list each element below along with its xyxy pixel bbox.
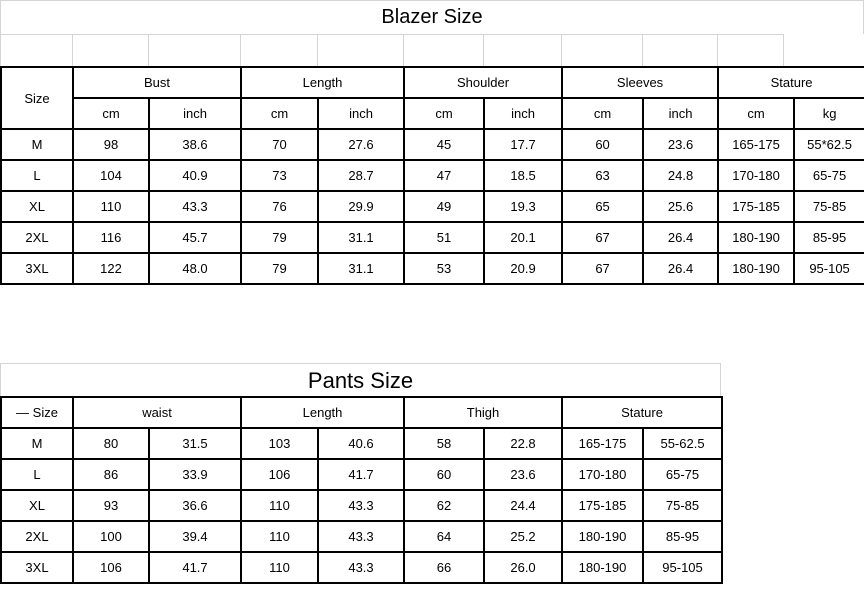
pants-size-cell: 2XL bbox=[1, 521, 73, 552]
pants-value-cell: 40.6 bbox=[318, 428, 404, 459]
blazer-value-cell: 19.3 bbox=[484, 191, 562, 222]
blazer-value-cell: 180-190 bbox=[718, 222, 794, 253]
pants-table-row bbox=[1, 521, 722, 552]
pants-size-cell: L bbox=[1, 459, 73, 490]
pants-size-cell: XL bbox=[1, 490, 73, 521]
pants-table-row bbox=[1, 490, 722, 521]
blazer-unit-header: inch bbox=[484, 98, 562, 129]
blazer-value-cell: 95-105 bbox=[794, 253, 864, 284]
pants-value-cell: 170-180 bbox=[562, 459, 643, 490]
blazer-value-cell: 29.9 bbox=[318, 191, 404, 222]
blazer-group-header: Shoulder bbox=[404, 67, 562, 98]
blazer-value-cell: 70 bbox=[241, 129, 318, 160]
blazer-value-cell: 25.6 bbox=[643, 191, 718, 222]
pants-value-cell: 43.3 bbox=[318, 552, 404, 583]
blazer-value-cell: 51 bbox=[404, 222, 484, 253]
blazer-table-row bbox=[1, 160, 864, 191]
pants-value-cell: 80 bbox=[73, 428, 149, 459]
blazer-table-body bbox=[1, 129, 864, 284]
pants-value-cell: 41.7 bbox=[318, 459, 404, 490]
pants-value-cell: 75-85 bbox=[643, 490, 722, 521]
blazer-value-cell: 98 bbox=[73, 129, 149, 160]
blazer-value-cell: 79 bbox=[241, 253, 318, 284]
pants-size-cell: 3XL bbox=[1, 552, 73, 583]
pants-value-cell: 65-75 bbox=[643, 459, 722, 490]
pants-group-header-row bbox=[1, 397, 722, 428]
blazer-value-cell: 45 bbox=[404, 129, 484, 160]
blazer-value-cell: 73 bbox=[241, 160, 318, 191]
pants-value-cell: 93 bbox=[73, 490, 149, 521]
pants-value-cell: 106 bbox=[241, 459, 318, 490]
blazer-size-cell: L bbox=[1, 160, 73, 191]
blazer-value-cell: 53 bbox=[404, 253, 484, 284]
blazer-group-header: Sleeves bbox=[562, 67, 718, 98]
pants-group-header: Stature bbox=[562, 397, 722, 428]
pants-value-cell: 22.8 bbox=[484, 428, 562, 459]
pants-value-cell: 85-95 bbox=[643, 521, 722, 552]
blazer-value-cell: 26.4 bbox=[643, 253, 718, 284]
blazer-unit-header: cm bbox=[562, 98, 643, 129]
pants-table-row bbox=[1, 552, 722, 583]
blazer-value-cell: 104 bbox=[73, 160, 149, 191]
blazer-value-cell: 49 bbox=[404, 191, 484, 222]
blazer-value-cell: 27.6 bbox=[318, 129, 404, 160]
pants-table-row bbox=[1, 428, 722, 459]
blazer-value-cell: 75-85 bbox=[794, 191, 864, 222]
pants-size-title: Pants Size bbox=[0, 363, 721, 397]
pants-value-cell: 39.4 bbox=[149, 521, 241, 552]
pants-table-row bbox=[1, 459, 722, 490]
pants-group-header: waist bbox=[73, 397, 241, 428]
blazer-value-cell: 165-175 bbox=[718, 129, 794, 160]
pants-value-cell: 31.5 bbox=[149, 428, 241, 459]
pants-value-cell: 64 bbox=[404, 521, 484, 552]
blazer-value-cell: 65-75 bbox=[794, 160, 864, 191]
pants-value-cell: 106 bbox=[73, 552, 149, 583]
pants-value-cell: 95-105 bbox=[643, 552, 722, 583]
blazer-value-cell: 20.1 bbox=[484, 222, 562, 253]
blazer-unit-header: cm bbox=[718, 98, 794, 129]
blazer-value-cell: 48.0 bbox=[149, 253, 241, 284]
blazer-value-cell: 45.7 bbox=[149, 222, 241, 253]
blazer-value-cell: 26.4 bbox=[643, 222, 718, 253]
blazer-unit-header: inch bbox=[318, 98, 404, 129]
pants-value-cell: 165-175 bbox=[562, 428, 643, 459]
blazer-value-cell: 175-185 bbox=[718, 191, 794, 222]
blazer-value-cell: 38.6 bbox=[149, 129, 241, 160]
blazer-value-cell: 85-95 bbox=[794, 222, 864, 253]
pants-size-header: — Size bbox=[1, 397, 73, 428]
blazer-value-cell: 180-190 bbox=[718, 253, 794, 284]
blazer-unit-header: cm bbox=[241, 98, 318, 129]
blazer-size-header: Size bbox=[1, 67, 73, 129]
pants-value-cell: 110 bbox=[241, 490, 318, 521]
pants-value-cell: 86 bbox=[73, 459, 149, 490]
pants-value-cell: 24.4 bbox=[484, 490, 562, 521]
blazer-value-cell: 28.7 bbox=[318, 160, 404, 191]
pants-value-cell: 25.2 bbox=[484, 521, 562, 552]
blazer-value-cell: 63 bbox=[562, 160, 643, 191]
pants-group-header: Thigh bbox=[404, 397, 562, 428]
blazer-value-cell: 23.6 bbox=[643, 129, 718, 160]
blazer-value-cell: 40.9 bbox=[149, 160, 241, 191]
pants-value-cell: 36.6 bbox=[149, 490, 241, 521]
blazer-table-row bbox=[1, 191, 864, 222]
pants-value-cell: 41.7 bbox=[149, 552, 241, 583]
pants-value-cell: 55-62.5 bbox=[643, 428, 722, 459]
pants-size-cell: M bbox=[1, 428, 73, 459]
blazer-group-header: Length bbox=[241, 67, 404, 98]
blazer-value-cell: 170-180 bbox=[718, 160, 794, 191]
blazer-size-cell: 3XL bbox=[1, 253, 73, 284]
pants-group-header: Length bbox=[241, 397, 404, 428]
blazer-value-cell: 43.3 bbox=[149, 191, 241, 222]
pants-value-cell: 103 bbox=[241, 428, 318, 459]
blazer-value-cell: 76 bbox=[241, 191, 318, 222]
blazer-value-cell: 31.1 bbox=[318, 253, 404, 284]
blazer-size-cell: XL bbox=[1, 191, 73, 222]
pants-value-cell: 180-190 bbox=[562, 521, 643, 552]
pants-value-cell: 66 bbox=[404, 552, 484, 583]
blazer-group-header: Stature bbox=[718, 67, 864, 98]
pants-value-cell: 33.9 bbox=[149, 459, 241, 490]
blazer-table-row bbox=[1, 253, 864, 284]
blazer-value-cell: 122 bbox=[73, 253, 149, 284]
blazer-value-cell: 116 bbox=[73, 222, 149, 253]
blazer-table-row bbox=[1, 222, 864, 253]
blazer-value-cell: 24.8 bbox=[643, 160, 718, 191]
blazer-group-header: Bust bbox=[73, 67, 241, 98]
pants-value-cell: 26.0 bbox=[484, 552, 562, 583]
blazer-value-cell: 55*62.5 bbox=[794, 129, 864, 160]
blazer-size-cell: M bbox=[1, 129, 73, 160]
blazer-value-cell: 67 bbox=[562, 253, 643, 284]
blazer-unit-header: inch bbox=[643, 98, 718, 129]
blazer-unit-header: cm bbox=[404, 98, 484, 129]
blazer-unit-header-row bbox=[1, 98, 864, 129]
blazer-value-cell: 79 bbox=[241, 222, 318, 253]
blazer-value-cell: 20.9 bbox=[484, 253, 562, 284]
pants-value-cell: 58 bbox=[404, 428, 484, 459]
blazer-size-table bbox=[0, 66, 864, 285]
pants-value-cell: 100 bbox=[73, 521, 149, 552]
pants-table-body bbox=[1, 428, 722, 583]
blazer-value-cell: 65 bbox=[562, 191, 643, 222]
blazer-group-header-row bbox=[1, 67, 864, 98]
pants-value-cell: 23.6 bbox=[484, 459, 562, 490]
blazer-table-row bbox=[1, 129, 864, 160]
pants-value-cell: 180-190 bbox=[562, 552, 643, 583]
blazer-value-cell: 110 bbox=[73, 191, 149, 222]
blazer-value-cell: 18.5 bbox=[484, 160, 562, 191]
blazer-value-cell: 31.1 bbox=[318, 222, 404, 253]
pants-value-cell: 110 bbox=[241, 552, 318, 583]
blazer-value-cell: 47 bbox=[404, 160, 484, 191]
blazer-size-title: Blazer Size bbox=[0, 0, 864, 34]
blazer-value-cell: 67 bbox=[562, 222, 643, 253]
pants-value-cell: 110 bbox=[241, 521, 318, 552]
pants-value-cell: 43.3 bbox=[318, 490, 404, 521]
blazer-value-cell: 17.7 bbox=[484, 129, 562, 160]
blazer-size-cell: 2XL bbox=[1, 222, 73, 253]
pants-value-cell: 60 bbox=[404, 459, 484, 490]
pants-value-cell: 175-185 bbox=[562, 490, 643, 521]
pants-size-table bbox=[0, 396, 723, 584]
pants-value-cell: 43.3 bbox=[318, 521, 404, 552]
blazer-unit-header: inch bbox=[149, 98, 241, 129]
blazer-value-cell: 60 bbox=[562, 129, 643, 160]
blazer-unit-header: kg bbox=[794, 98, 864, 129]
blazer-spacer-row bbox=[0, 34, 864, 66]
pants-value-cell: 62 bbox=[404, 490, 484, 521]
blazer-unit-header: cm bbox=[73, 98, 149, 129]
